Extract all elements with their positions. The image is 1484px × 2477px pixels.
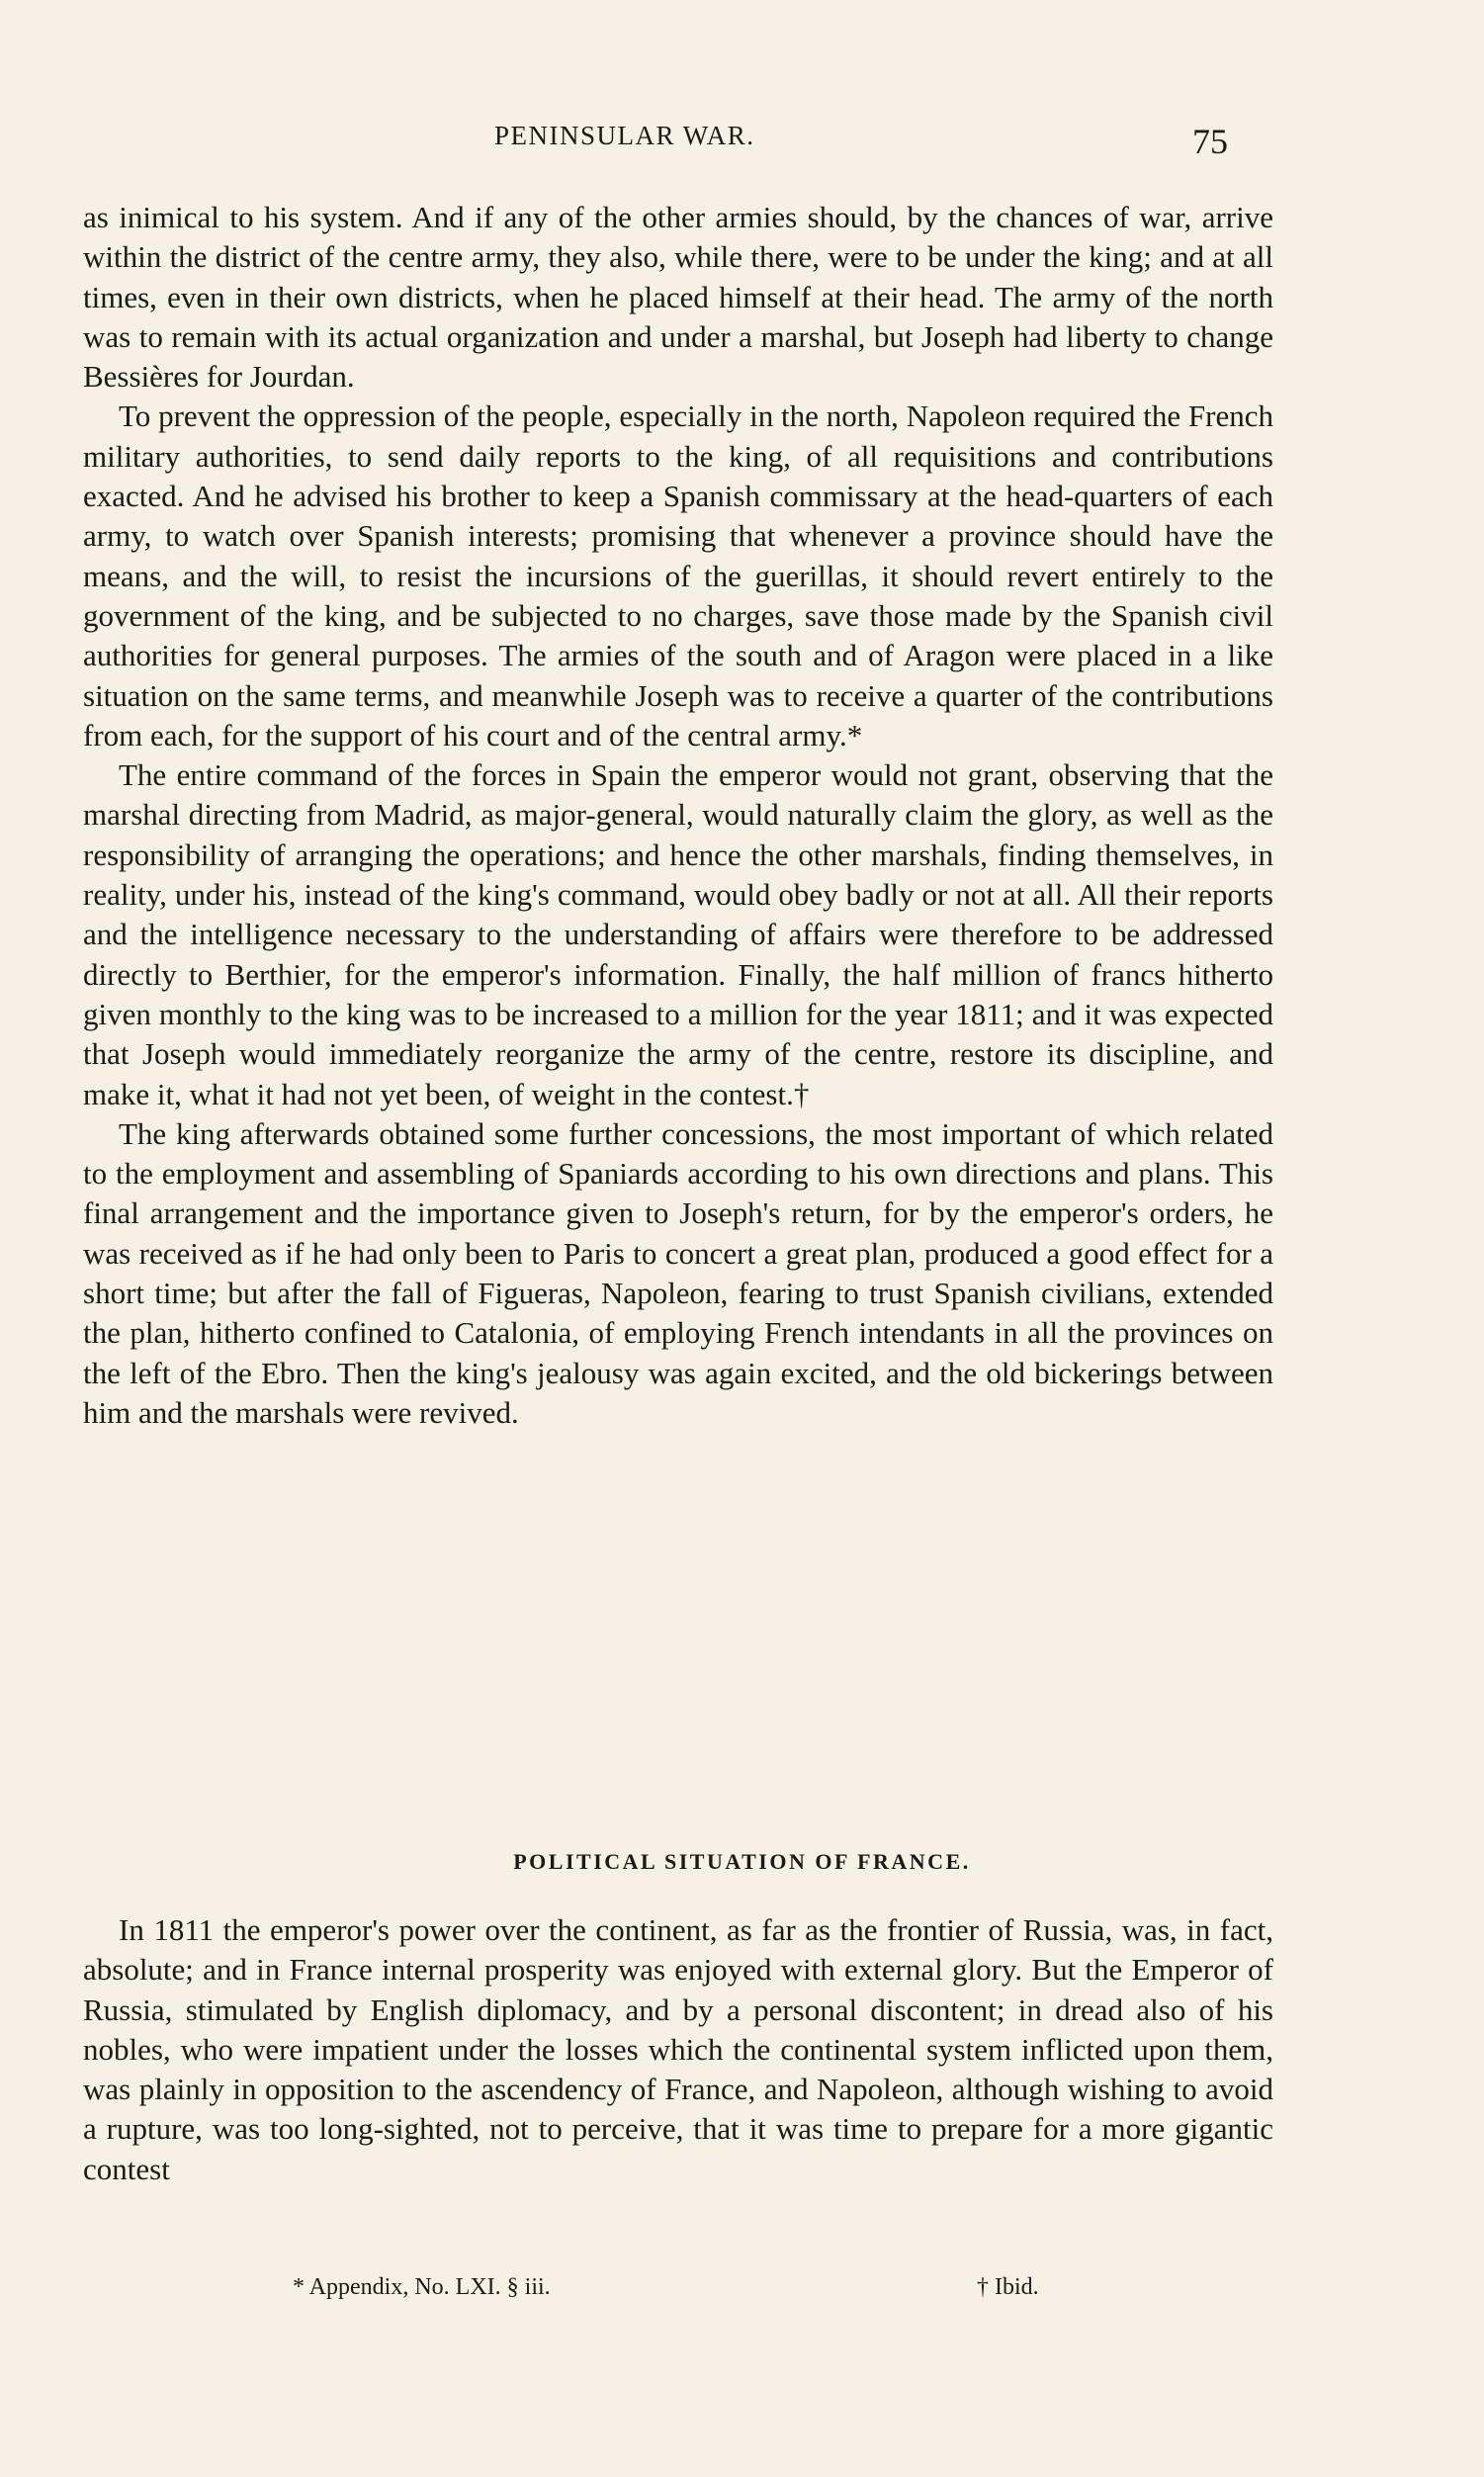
- paragraph: To prevent the oppression of the people, especially in the north, Napoleon required the French military authorities, to send daily reports to the king, of all requisitions and contributions exacted. And he advised his brother to keep a Spanish commissary at the head-quarters of each army, to watch over Spanish interests; promising that whenever a province should have the means, and the will, to resist the incursions of the guerillas, it should revert entirely to the government of the king, and be subjected to no charges, save those made by the Spanish civil authorities for general purposes. The armies of the south and of Aragon were placed in a like situation on the same terms, and meanwhile Joseph was to receive a quarter of the contributions from each, for the support of his court and of the central army.*: [83, 398, 1273, 752]
- paragraph: The entire command of the forces in Spain the emperor would not grant, observing that the marshal directing from Madrid, as major-general, would naturally claim the glory, as well as the responsibility of arranging the operations; and hence the other marshals, finding themselves, in reality, under his, instead of the king's command, would obey badly or not at all. All their reports and the intelligence necessary to the understanding of affairs were therefore to be addressed directly to Berthier, for the emperor's information. Finally, the half million of francs hitherto given monthly to the king was to be increased to a million for the year 1811; and it was expected that Joseph would immediately reorganize the army of the centre, restore its discipline, and make it, what it had not yet been, of weight in the contest.†: [83, 757, 1273, 1111]
- footnote-appendix: * Appendix, No. LXI. § iii.: [293, 2274, 551, 2300]
- running-title: PENINSULAR WAR.: [494, 121, 755, 150]
- page-number: 75: [1192, 122, 1228, 161]
- paragraph: In 1811 the emperor's power over the continent, as far as the frontier of Russia, was, in fact, absolute; and in France internal prosperity was enjoyed with external glory. But the Emperor of Russia, stimulated by English diplomacy, and by a personal discontent; in dread also of his nobles, who were impatient under the losses which the continental system inflicted upon them, was plainly in opposition to the ascendency of France, and Napoleon, although wishing to avoid a rupture, was too long-sighted, not to perceive, that it was time to prepare for a more gigantic contest: [83, 1912, 1273, 2186]
- paragraph: The king afterwards obtained some further concessions, the most important of which related to the employment and assembling of Spaniards according to his own directions and plans. This final arrangement and the importance given to Joseph's return, for by the emperor's orders, he was received as if he had only been to Paris to concert a great plan, produced a good effect for a short time; but after the fall of Figueras, Napoleon, fearing to trust Spanish civilians, extended the plan, hitherto confined to Catalonia, of employing French intendants in all the provinces on the left of the Ebro. Then the king's jealousy was again excited, and the old bickerings between him and the marshals were revived.: [83, 1115, 1273, 1430]
- paragraph: as inimical to his system. And if any of the other armies should, by the chances of war, arrive within the district of the centre army, they also, while there, were to be under the king; and at all times, even in their own districts, when he placed himself at their head. The army of the north was to remain with its actual organization and under a marshal, but Joseph had liberty to change Bessières for Jourdan.: [83, 200, 1273, 395]
- section-heading: POLITICAL SITUATION OF FRANCE.: [513, 1849, 971, 1874]
- footnote-ibid: † Ibid.: [977, 2274, 1039, 2300]
- main-text: [83, 198, 1273, 1433]
- section-text: [83, 1910, 1273, 2189]
